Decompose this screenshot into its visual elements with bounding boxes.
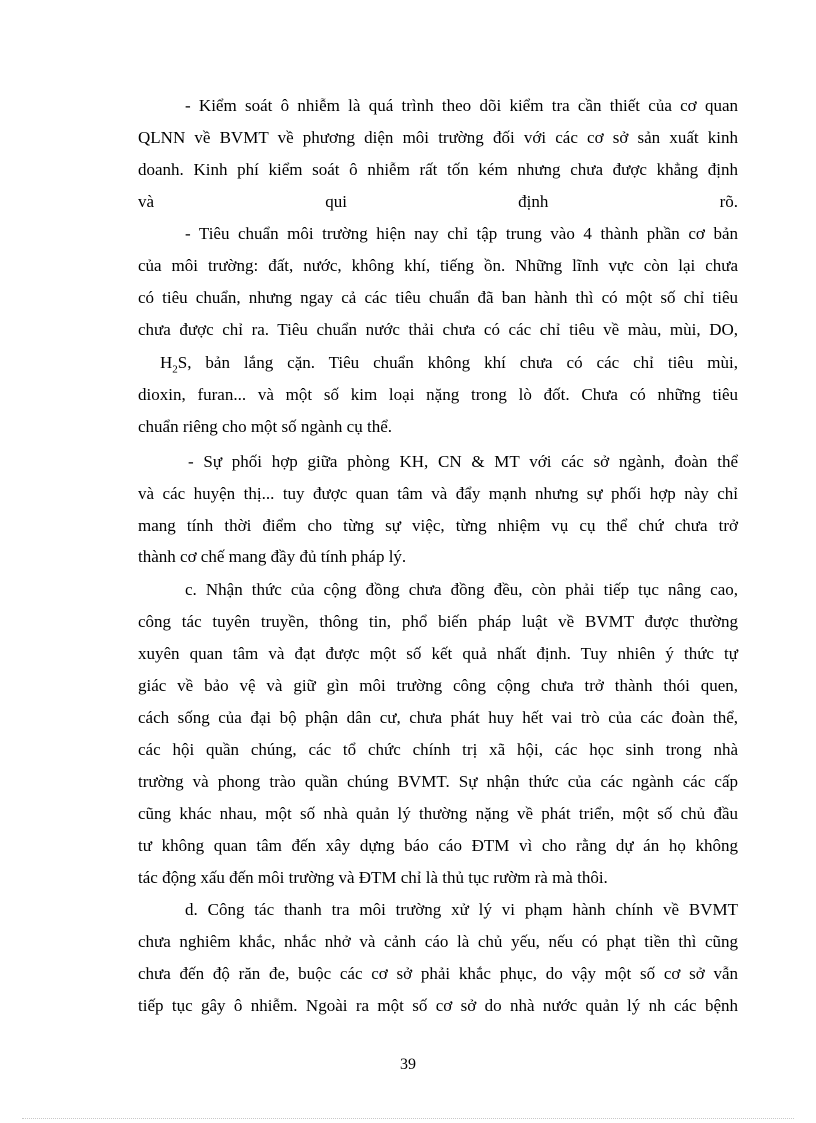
text-line: có tiêu chuẩn, nhưng ngay cả các tiêu chuẩn đã ban hành thì có một số chỉ tiêu <box>138 288 738 307</box>
text-line: QLNN về BVMT về phương diện môi trường đối với các cơ sở sản xuất kinh <box>138 128 738 147</box>
text-line-spread <box>138 191 738 213</box>
text-line: chưa được chỉ ra. Tiêu chuẩn nước thải chưa có các chỉ tiêu về màu, mùi, DO, <box>138 320 738 339</box>
text-line: - Kiểm soát ô nhiễm là quá trình theo dõi kiểm tra cần thiết của cơ quan <box>185 96 738 115</box>
page-number: 39 <box>400 1056 416 1073</box>
text-line: công tác tuyên truyền, thông tin, phổ biến pháp luật về BVMT được thường <box>138 612 738 631</box>
text-line: cách sống của đại bộ phận dân cư, chưa phát huy hết vai trò của các đoàn thể, <box>138 708 738 727</box>
text-line: các hội quần chúng, các tổ chức chính trị xã hội, các học sinh trong nhà <box>138 740 738 759</box>
h2s-formula: $H_2$ <box>160 353 178 376</box>
footer-divider <box>22 1118 794 1119</box>
text-line: chưa nghiêm khắc, nhắc nhở và cảnh cáo là chủ yếu, nếu có phạt tiền thì cũng <box>138 932 738 951</box>
text-line: tiếp tục gây ô nhiễm. Ngoài ra một số cơ sở do nhà nước quản lý nh các bệnh <box>138 996 738 1015</box>
word: định <box>518 192 549 211</box>
text-line: trường và phong trào quần chúng BVMT. Sự nhận thức của các ngành các cấp <box>138 772 738 791</box>
text-line: giác về bảo vệ và giữ gìn môi trường công cộng chưa trở thành thói quen, <box>138 676 738 695</box>
text-line: của môi trường: đất, nước, không khí, tiếng ồn. Những lĩnh vực còn lại chưa <box>138 256 738 275</box>
text-line: doanh. Kinh phí kiểm soát ô nhiễm rất tốn kém nhưng chưa được khẳng định <box>138 160 738 179</box>
text-line: chưa đến độ răn đe, buộc các cơ sở phải khắc phục, do vậy một số cơ sở vẫn <box>138 964 738 983</box>
text-line: tác động xấu đến môi trường và ĐTM chỉ là thủ tục rườm rà mà thôi. <box>138 868 608 887</box>
text-line: chuẩn riêng cho một số ngành cụ thể. <box>138 417 392 436</box>
text-line: cũng khác nhau, một số nhà quản lý thường nặng về phát triển, một số chủ đầu <box>138 804 738 823</box>
word: và <box>138 192 155 211</box>
text-line: thành cơ chế mang đầy đủ tính pháp lý. <box>138 547 407 566</box>
text-line: - Tiêu chuẩn môi trường hiện nay chỉ tập trung vào 4 thành phần cơ bản <box>185 224 738 243</box>
text-line: xuyên quan tâm và đạt được một số kết quả nhất định. Tuy nhiên ý thức tự <box>138 644 738 663</box>
text-line: và các huyện thị... tuy được quan tâm và đẩy mạnh nhưng sự phối hợp này chỉ <box>138 484 738 503</box>
text-line: dioxin, furan... và một số kim loại nặng trong lò đốt. Chưa có những tiêu <box>138 385 738 404</box>
text-line: tư không quan tâm đến xây dựng báo cáo ĐTM vì cho rằng dự án họ không <box>138 836 738 855</box>
word: rõ. <box>719 192 738 211</box>
text-line: mang tính thời điểm cho từng sự việc, từng nhiệm vụ cụ thể chứ chưa trở <box>138 516 738 535</box>
text-line: - Sự phối hợp giữa phòng KH, CN & MT với các sở ngành, đoàn thể <box>188 452 738 471</box>
text-line: d. Công tác thanh tra môi trường xử lý vi phạm hành chính về BVMT <box>185 900 738 919</box>
word: qui <box>325 192 347 211</box>
text-line: c. Nhận thức của cộng đồng chưa đồng đều, còn phải tiếp tục nâng cao, <box>185 580 738 599</box>
text-line-h2s <box>160 352 738 380</box>
text-segment: S, bản lắng cặn. Tiêu chuẩn không khí chưa có các chỉ tiêu mùi, <box>177 353 738 372</box>
